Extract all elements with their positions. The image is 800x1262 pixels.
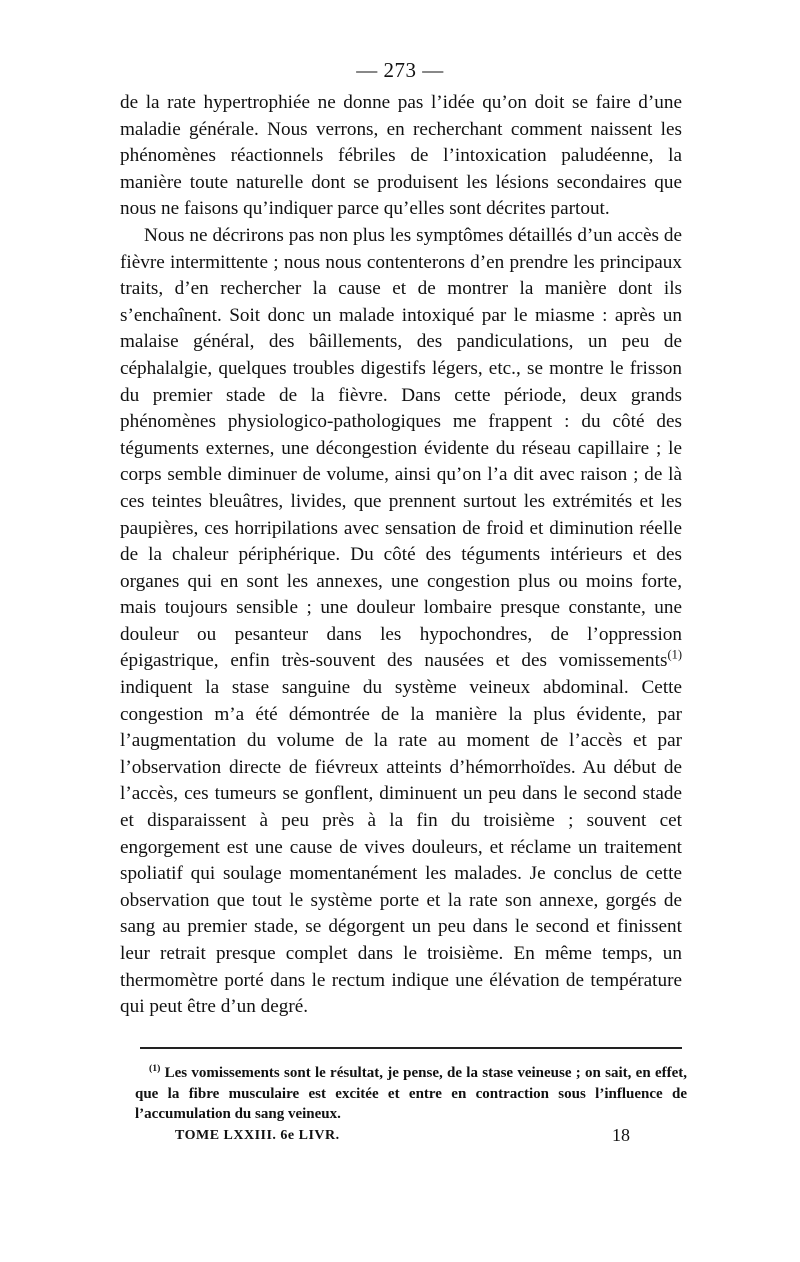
footnote-marker: (1) xyxy=(149,1063,161,1074)
signature-line xyxy=(175,1125,630,1152)
paragraph-2-part-2: indiquent la stase sanguine du système veineux abdominal. Cette congestion m’a été démontrée de la manière la plus évidente, par l’augmentation du volume de la rate au moment de l’accès et par l’observation directe de fiévreux atteints d’hémorrhoïdes. Au début de l’accès, ces tumeurs se gonflent, diminuent un peu dans le second stade et disparaissent à peu près à la fin du troisième ; souvent cet engorgement est une cause de vives douleurs, et réclame un traitement spoliatif qui soulage momentanément les malades. Je conclus de cette observation que tout le système porte et la rate son annexe, gorgés de sang au premier stade, se dégorgent un peu dans le second et finissent leur retrait presque complet dans le troisième. En même temps, un thermomètre porté dans le rectum indique une élévation de température qui peut être d’un degré. xyxy=(120,677,682,1018)
sheet-number: 18 xyxy=(612,1125,630,1145)
paragraph-2-part-1: Nous ne décrirons pas non plus les symptômes détaillés d’un accès de fièvre intermittente ; nous nous contenterons d’en prendre les principaux traits, d’en rechercher la cause et de montrer la manière dont ils s’enchaînent. Soit donc un malade intoxiqué par le miasme : après un malaise général, des bâillements, des pandiculations, un peu de céphalalgie, quelques troubles digestifs légers, etc., se montre le frisson du premier stade de la fièvre. Dans cette période, deux grands phénomènes physiologico-pathologiques me frappent : du côté des téguments externes, une décongestion évidente du réseau capillaire ; le corps semble diminuer de volume, ainsi qu’on l’a dit avec raison ; de là ces teintes bleuâtres, livides, que prennent surtout les extrémités et les paupières, ces horripilations avec sensation de froid et diminution réelle de la chaleur périphérique. Du côté des téguments intérieurs et des organes qui en sont les annexes, une congestion plus ou moins forte, mais toujours sensible ; une douleur lombaire presque constante, une douleur ou pesanteur dans les hypochondres, de l’oppression épigastrique, enfin très-souvent des nausées et des vomissements xyxy=(120,224,682,672)
page-number: — 273 — xyxy=(356,58,444,82)
volume-signature: TOME LXXIII. 6e LIVR. xyxy=(175,1128,340,1143)
footnote-divider xyxy=(140,1047,682,1049)
footnote xyxy=(135,1063,687,1125)
footnote-text: Les vomissements sont le résultat, je pense, de la stase veineuse ; on sait, en effet, que la fibre musculaire est excitée et entre en contraction sous l’influence de l’accumulation du sang veineux. xyxy=(135,1065,687,1122)
main-text xyxy=(120,90,682,1021)
paragraph-2 xyxy=(120,223,682,1021)
paragraph-1: de la rate hypertrophiée ne donne pas l’idée qu’on doit se faire d’une maladie générale. Nous verrons, en recherchant comment naissent les phénomènes réactionnels fébriles de l’intoxication paludéenne, la manière toute naturelle dont se produisent les lésions secondaires que nous ne faisons qu’indiquer parce qu’elles sont décrites partout. xyxy=(120,92,682,220)
footnote-reference[interactable]: (1) xyxy=(667,648,682,663)
